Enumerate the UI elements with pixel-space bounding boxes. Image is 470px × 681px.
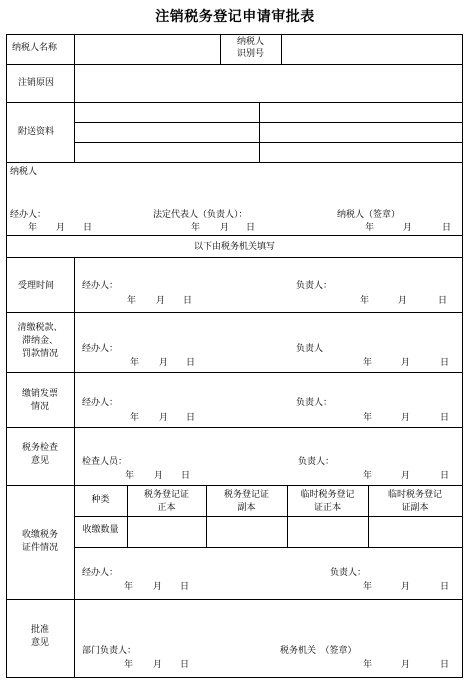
date-year: 年 [127, 296, 137, 306]
date-month: 月 [154, 471, 164, 481]
legal-rep-label: 法定代表人（负责人）： [153, 210, 248, 220]
row-divider [6, 64, 463, 65]
attachments-label: 附送资料 [18, 127, 55, 137]
principal-label: 负责人： [296, 398, 333, 408]
taxpayer-label: 纳税人 [10, 167, 38, 177]
form-title: 注销税务登记申请审批表 [155, 9, 315, 25]
kind-header: 种类 [91, 495, 110, 505]
clear-label-1: 清缴税款、 [17, 323, 63, 333]
date-month: 月 [153, 582, 163, 592]
col1-header-1: 税务登记证 [143, 490, 189, 500]
handler-label: 经办人： [82, 568, 119, 578]
dept-head-label: 部门负责人： [82, 646, 137, 656]
date-day: 日 [440, 358, 450, 368]
date-year: 年 [130, 358, 140, 368]
row-divider [6, 599, 463, 600]
col2-header-2: 副本 [237, 503, 256, 513]
col1-header-2: 正本 [157, 503, 176, 513]
principal-label: 负责人： [330, 568, 367, 578]
row-divider [6, 162, 463, 163]
date-day: 日 [442, 223, 452, 233]
taxpayer-id-label-2: 识别号 [236, 49, 264, 59]
date-year: 年 [191, 223, 201, 233]
date-year: 年 [365, 223, 375, 233]
date-month: 月 [401, 660, 411, 670]
handler-label: 经办人： [10, 210, 47, 220]
date-month: 月 [398, 296, 408, 306]
date-month: 月 [401, 413, 411, 423]
date-day: 日 [440, 660, 450, 670]
handler-label: 经办人： [82, 281, 119, 291]
date-day: 日 [83, 223, 93, 233]
date-day: 日 [180, 582, 190, 592]
date-year: 年 [360, 296, 370, 306]
col2-header-1: 税务登记证 [223, 490, 269, 500]
divider [281, 34, 282, 64]
clear-label-2: 滞纳金、 [21, 336, 58, 346]
invoice-label-2: 情况 [30, 402, 49, 412]
tax-office-seal-label: 税务机关 （签章） [280, 646, 357, 656]
date-day: 日 [181, 471, 191, 481]
row-divider [6, 312, 463, 313]
border-right [462, 34, 463, 678]
cert-label-2: 证件情况 [21, 543, 58, 553]
cert-col-divider [127, 516, 128, 547]
taxpayer-sign-label: 纳税人（签章） [337, 210, 401, 220]
date-day: 日 [186, 413, 196, 423]
date-month: 月 [401, 471, 411, 481]
collected-qty-label: 收缴数量 [82, 525, 119, 535]
principal-label: 负责人： [296, 281, 333, 291]
approval-form [6, 34, 463, 678]
date-year: 年 [363, 471, 373, 481]
accept-time-label: 受理时间 [18, 281, 55, 291]
row-divider [6, 485, 463, 486]
date-year: 年 [130, 413, 140, 423]
date-month: 月 [56, 223, 66, 233]
date-day: 日 [440, 471, 450, 481]
col3-header-2: 证正本 [313, 503, 341, 513]
date-year: 年 [363, 582, 373, 592]
handler-label: 经办人： [82, 344, 119, 354]
date-month: 月 [401, 582, 411, 592]
col4-header-1: 临时税务登记 [387, 490, 442, 500]
label-col-divider [74, 34, 75, 102]
attachments-row-line [74, 142, 463, 143]
cert-header-divider [74, 516, 463, 517]
date-month: 月 [220, 223, 230, 233]
col4-header-2: 证副本 [401, 503, 429, 513]
attachments-mid-divider [259, 102, 260, 162]
tax-office-fill-header: 以下由税务机关填写 [193, 242, 275, 252]
invoice-label-1: 缴销发票 [21, 389, 58, 399]
taxpayer-name-label: 纳税人名称 [12, 43, 58, 53]
attachments-row-line [74, 122, 463, 123]
date-year: 年 [363, 660, 373, 670]
row-divider [6, 427, 463, 428]
date-year: 年 [363, 413, 373, 423]
date-month: 月 [153, 660, 163, 670]
approve-label-1: 批准 [30, 625, 49, 635]
cert-qty-divider [74, 547, 463, 548]
date-day: 日 [186, 358, 196, 368]
principal-label: 负责人 [296, 344, 324, 354]
border-bottom [6, 677, 463, 678]
date-month: 月 [401, 358, 411, 368]
date-year: 年 [28, 223, 38, 233]
row-divider [6, 235, 463, 236]
cancel-reason-label: 注销原因 [18, 78, 55, 88]
date-day: 日 [440, 582, 450, 592]
audit-label-2: 意见 [30, 456, 49, 466]
principal-label: 负责人： [298, 457, 335, 467]
date-month: 月 [403, 223, 413, 233]
label-col-divider [74, 257, 75, 677]
date-year: 年 [124, 660, 134, 670]
date-day: 日 [180, 660, 190, 670]
date-month: 月 [159, 413, 169, 423]
date-day: 日 [440, 413, 450, 423]
col3-header-1: 临时税务登记 [300, 490, 355, 500]
date-year: 年 [125, 471, 135, 481]
taxpayer-id-label-1: 纳税人 [236, 37, 264, 47]
date-day: 日 [183, 296, 193, 306]
inspector-label: 检查人员： [82, 457, 128, 467]
row-divider [6, 372, 463, 373]
label-col-divider [74, 102, 75, 162]
date-year: 年 [124, 582, 134, 592]
cert-label-1: 收缴税务 [21, 530, 58, 540]
audit-label-1: 税务检查 [21, 443, 58, 453]
clear-label-3: 罚款情况 [21, 349, 58, 359]
approve-label-2: 意见 [30, 638, 49, 648]
date-day: 日 [246, 223, 256, 233]
handler-label: 经办人： [82, 398, 119, 408]
date-month: 月 [156, 296, 166, 306]
date-month: 月 [159, 358, 169, 368]
date-year: 年 [363, 358, 373, 368]
date-day: 日 [438, 296, 448, 306]
